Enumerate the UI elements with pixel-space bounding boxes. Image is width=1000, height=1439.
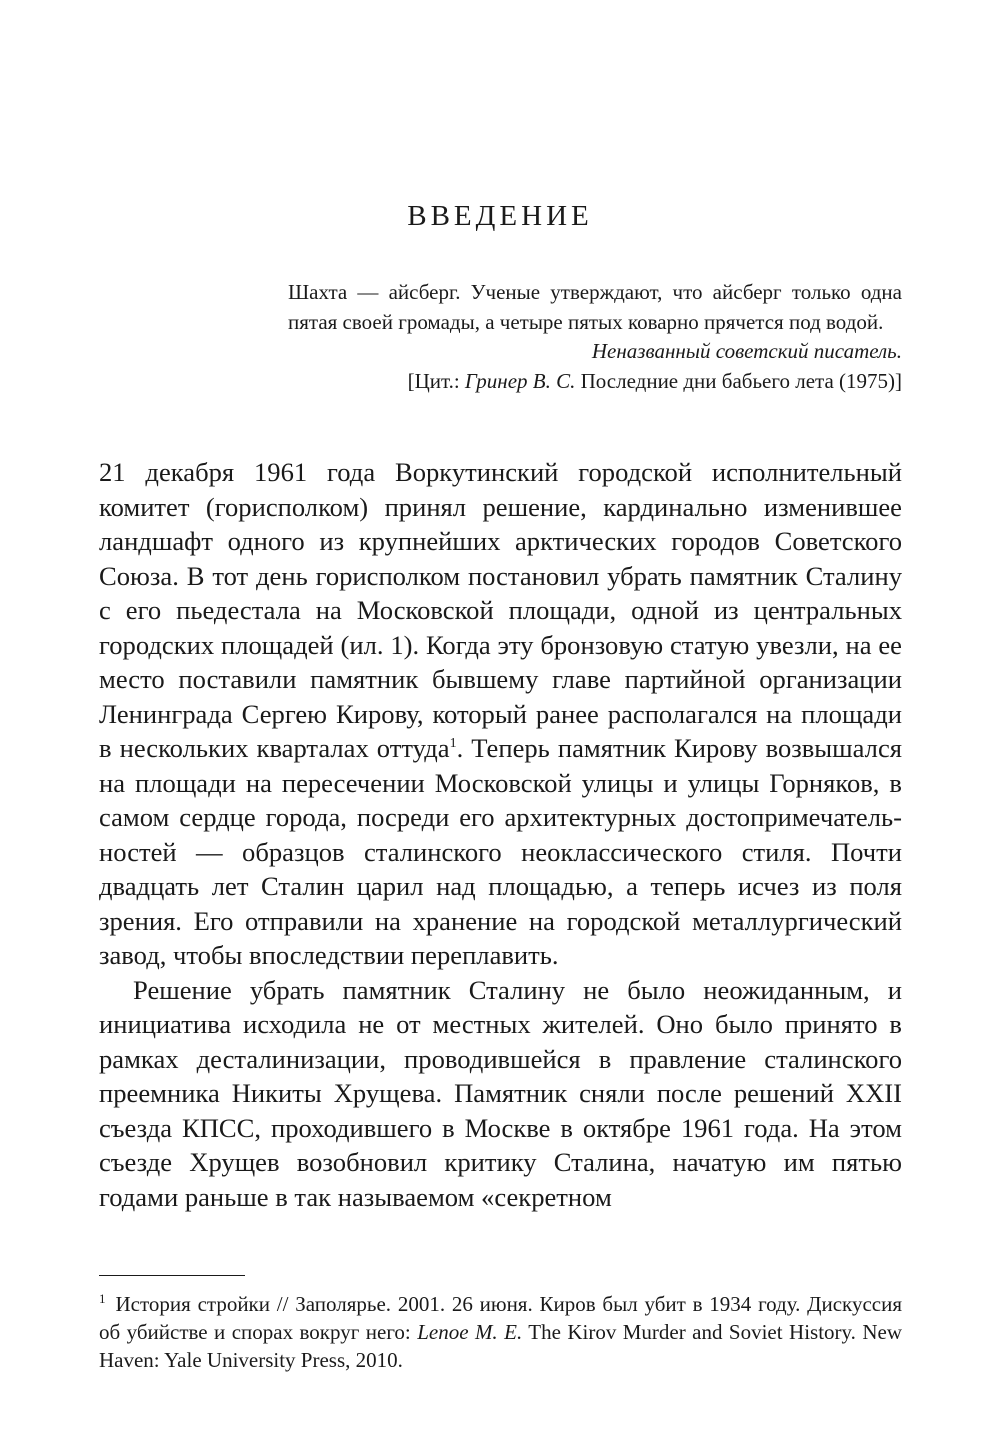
epigraph-quote: Шахта — айсберг. Ученые утверждают, что айсберг только одна пятая своей громады, а четыре пятых коварно прячется под водой.	[288, 280, 902, 334]
main-text	[99, 455, 902, 1214]
footnote-divider	[99, 1275, 245, 1276]
footnote-number: 1	[99, 1291, 106, 1306]
citation-rest: Последние дни бабьего лета (1975)]	[575, 368, 902, 393]
paragraph-1-text-a: 21 декабря 1961 года Воркутинский городской исполнительный комитет (горисполком) принял решение, кардинально изменившее ландшафт одного из крупнейших арктических городов Советского Союза. В тот день горисполком постановил убрать памятник Сталину с его пьедестала на Московской площади, одной из центральных городских площадей (ил. 1). Когда эту бронзовую статую увезли, на ее место поставили памятник бывшему главе партийной организации Ленинграда Сергею Кирову, который ранее располагался на площади в нескольких кварталах оттуда	[99, 457, 902, 763]
paragraph-1	[99, 455, 902, 973]
footnote-text-b: The Kirov Murder and Soviet History. New Haven: Yale University Press, 2010.	[99, 1320, 902, 1372]
chapter-title: ВВЕДЕНИЕ	[407, 200, 593, 232]
paragraph-2: Решение убрать памятник Сталину не было неожиданным, и инициатива исходила не от местных жителей. Оно было принято в рамках десталинизации, проводившейся в правление сталинского преемника Никиты Хрущева. Памятник сняли после решений XXII съезда КПСС, проходившего в Москве в октябре 1961 года. На этом съезде Хрущев возобновил критику Сталина, начатую им пятью годами раньше в так называемом «секретном	[99, 974, 902, 1212]
epigraph	[288, 278, 902, 396]
footnote-author: Lenoe M. E.	[417, 1320, 523, 1344]
epigraph-citation	[288, 367, 902, 397]
citation-author: Гринер В. С.	[464, 368, 576, 393]
footnote-text-a: История стройки // Заполярье. 2001. 26 июня. Киров был убит в 1934 году. Дискуссия об убийстве и спорах вокруг него:	[99, 1292, 902, 1344]
footnote-reference[interactable]: 1	[449, 736, 457, 752]
epigraph-author: Неназванный советский писатель.	[591, 339, 902, 363]
footnote	[99, 1290, 902, 1374]
paragraph-1-text-b: . Теперь памятник Кирову возвышался на площади на пересечении Московской улицы и улицы Горняков, в самом сердце города, посреди его архитектурных достопримечательностей — образцов сталинского неоклассического стиля. Почти двадцать лет Сталин царил над площадью, а теперь исчез из поля зрения. Его отправили на хранение на городской металлургический завод, чтобы впоследствии переплавить.	[99, 733, 902, 970]
citation-prefix: [Цит.:	[407, 368, 465, 393]
